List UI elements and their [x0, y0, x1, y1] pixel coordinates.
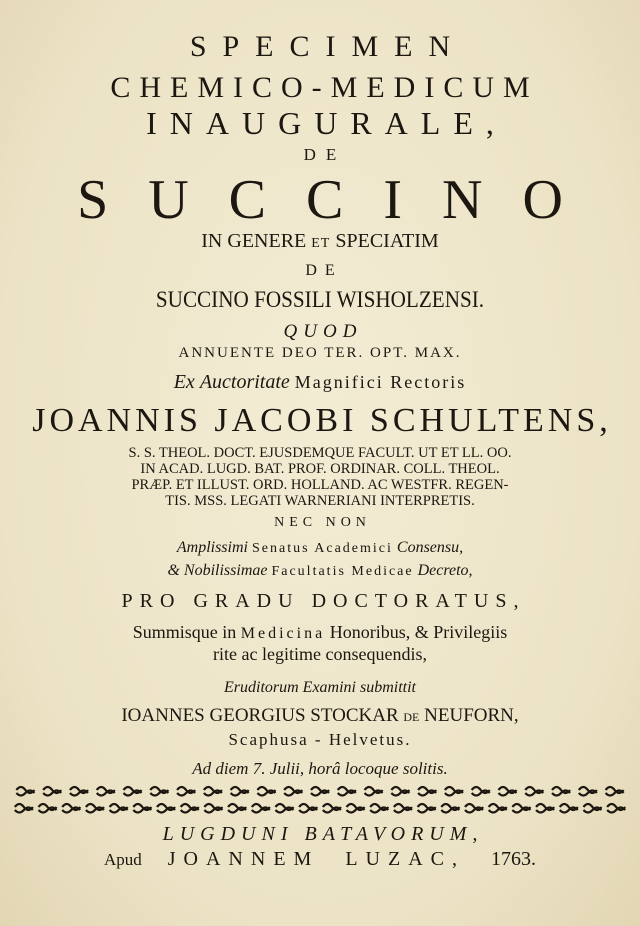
- ornament-glyph: [445, 787, 463, 796]
- subtitle-fossili: SUCCINO FOSSILI WISHOLZENSI.: [155, 287, 485, 312]
- summisque-line: [0, 623, 640, 642]
- ornament-glyph: [370, 804, 388, 813]
- ornament-glyph: [150, 787, 168, 796]
- ornament-glyph: [536, 804, 554, 813]
- title-specimen: SPECIMEN: [189, 30, 467, 63]
- ex-word: Ex: [173, 371, 195, 393]
- consensu-word: Consensu,: [396, 539, 464, 556]
- ornament-glyph: [299, 804, 317, 813]
- magnifici-rectoris: Magnifici Rectoris: [294, 372, 467, 392]
- ornament-glyph: [15, 804, 33, 813]
- rector-title-4: TIS. MSS. LEGATI WARNERIANI INTERPRETIS.: [165, 493, 475, 509]
- author-name-a: IOANNES GEORGIUS STOCKAR: [121, 705, 399, 726]
- ornament-glyph: [311, 787, 329, 796]
- ornament-glyph: [204, 804, 222, 813]
- ornament-glyph: [606, 787, 624, 796]
- ornament-glyph: [512, 804, 530, 813]
- ornament-glyph: [16, 787, 34, 796]
- amplissimi-word: Amplissimi: [176, 539, 248, 556]
- ornament-glyph: [97, 787, 115, 796]
- rite-line: rite ac legitime consequendis,: [213, 644, 427, 664]
- senatus-academici: Senatus Academici: [251, 541, 393, 556]
- ornament-border: [12, 780, 628, 820]
- author-origin: Scaphusa - Helvetus.: [228, 730, 412, 749]
- decreto-word: Decreto,: [417, 562, 473, 579]
- imprint-year: 1763.: [491, 848, 536, 870]
- speciatim-text: SPECIATIM: [335, 230, 439, 252]
- rector-name: JOANNIS JACOBI SCHULTENS,: [32, 402, 612, 439]
- ornament-glyph: [583, 804, 601, 813]
- eruditorum-line: Eruditorum Examini submittit: [224, 679, 416, 696]
- ornament-glyph: [560, 804, 578, 813]
- rector-title-2: IN ACAD. LUGD. BAT. PROF. ORDINAR. COLL. THEOL.: [140, 461, 500, 477]
- author-name-b: NEUFORN,: [424, 705, 519, 726]
- ornament-glyph: [391, 787, 409, 796]
- ornament-glyph: [284, 787, 302, 796]
- ornament-glyph: [418, 804, 436, 813]
- nobilissimae-word: Nobilissimae: [183, 562, 268, 579]
- title-chemico-medicum: CHEMICO-MEDICUM: [110, 71, 539, 104]
- facultatis-medicae: Facultatis Medicae: [271, 564, 414, 579]
- ornament-glyph: [579, 787, 597, 796]
- et-ampersand: &: [167, 562, 180, 579]
- ornament-glyph: [157, 804, 175, 813]
- ornament-glyph: [552, 787, 570, 796]
- in-genere-et: ET: [311, 236, 331, 251]
- ornament-glyph: [472, 787, 490, 796]
- ornament-glyph: [228, 804, 246, 813]
- title-succino: SUCCINO: [77, 169, 603, 231]
- ornament-glyph: [62, 804, 80, 813]
- ornament-glyph: [323, 804, 341, 813]
- imprint-printer-last: LUZAC,: [345, 848, 465, 870]
- ornament-glyph: [110, 804, 128, 813]
- ornament-glyph: [39, 804, 57, 813]
- ornament-glyph: [525, 787, 543, 796]
- date-line: Ad diem 7. Julii, horâ locoque solitis.: [192, 759, 448, 778]
- medicina-word: Medicina: [240, 625, 326, 642]
- ornament-glyph: [275, 804, 293, 813]
- auctoritate-line: [0, 372, 640, 392]
- auctoritate-word: Auctoritate: [199, 371, 290, 393]
- ornament-glyph: [257, 787, 275, 796]
- in-genere-text: IN GENERE: [201, 230, 307, 252]
- rector-title-1: S. S. THEOL. DOCT. EJUSDEMQUE FACULT. UT ET LL. OO.: [128, 445, 512, 461]
- subtitle-de: DE: [305, 262, 343, 279]
- annuente-line: ANNUENTE DEO TER. OPT. MAX.: [178, 345, 462, 361]
- author-de: DE: [403, 710, 420, 724]
- nec-non: NEC NON: [274, 515, 371, 530]
- honoribus-text: Honoribus, & Privilegiis: [329, 622, 508, 642]
- ornament-glyph: [231, 787, 249, 796]
- ornament-glyph: [418, 787, 436, 796]
- quod-line: QUOD: [283, 321, 363, 342]
- title-de: DE: [303, 145, 347, 164]
- ornament-glyph: [204, 787, 222, 796]
- ornament-glyph: [607, 804, 625, 813]
- ornament-glyph: [338, 787, 356, 796]
- ornament-glyph: [177, 787, 195, 796]
- ornament-glyph: [124, 787, 142, 796]
- ornament-glyph: [465, 804, 483, 813]
- ornament-glyph: [498, 787, 516, 796]
- imprint-city: LUGDUNI BATAVORUM,: [162, 823, 484, 845]
- ornament-glyph: [86, 804, 104, 813]
- imprint-printer-line: [0, 849, 640, 869]
- ornament-glyph: [441, 804, 459, 813]
- summisque-text: Summisque in: [132, 622, 237, 642]
- ornament-glyph: [347, 804, 365, 813]
- senatus-line: [0, 540, 640, 556]
- facultatis-line: [0, 563, 640, 579]
- rector-title-3: PRÆP. ET ILLUST. ORD. HOLLAND. AC WESTFR. REGEN-: [131, 477, 509, 493]
- ornament-glyph: [133, 804, 151, 813]
- title-inaugurale: INAUGURALE,: [146, 105, 507, 141]
- imprint-printer-first: JOANNEM: [167, 848, 320, 870]
- ornament-glyph: [181, 804, 199, 813]
- pro-gradu-line: PRO GRADU DOCTORATUS,: [121, 590, 526, 612]
- imprint-apud: Apud: [103, 850, 142, 869]
- ornament-glyph: [43, 787, 61, 796]
- author-name-line: [0, 706, 640, 725]
- ornament-glyph: [70, 787, 88, 796]
- ornament-glyph: [489, 804, 507, 813]
- ornament-glyph: [394, 804, 412, 813]
- ornament-glyph: [365, 787, 383, 796]
- subtitle-in-genere: [0, 231, 640, 251]
- ornament-glyph: [252, 804, 270, 813]
